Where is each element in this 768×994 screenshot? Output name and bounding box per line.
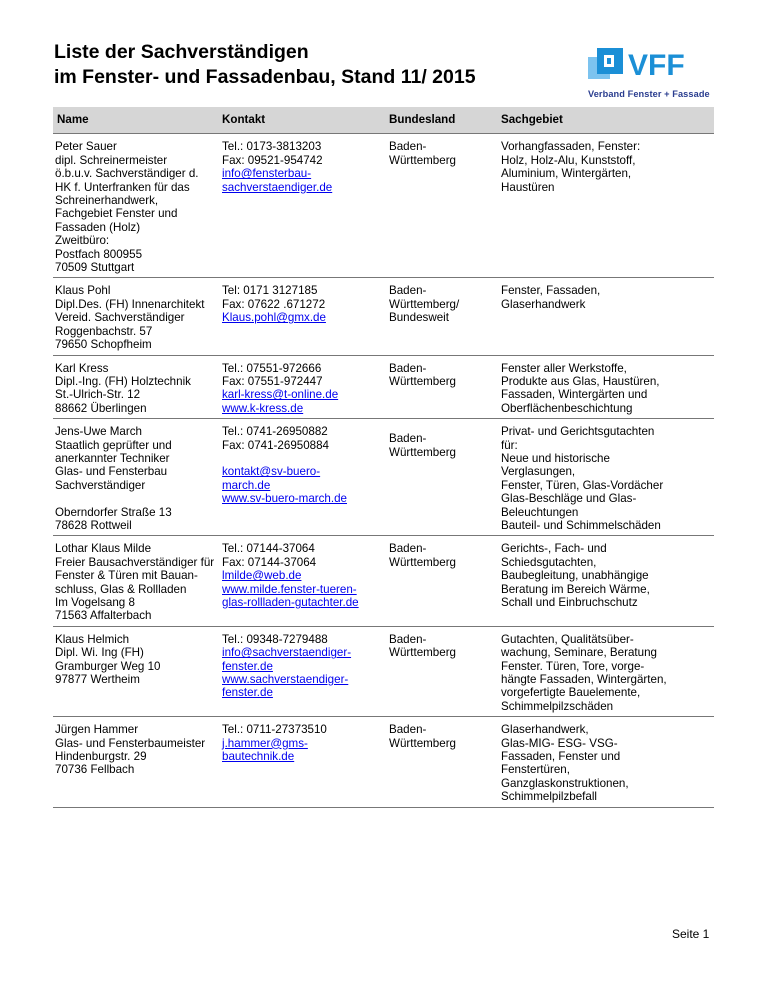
header-contact: Kontakt: [220, 107, 387, 134]
state-line: Württemberg: [389, 555, 457, 569]
cell-name: [53, 626, 220, 716]
cell-field: [499, 536, 714, 626]
field-line: Haustüren: [501, 180, 555, 194]
cell-name: [53, 355, 220, 419]
cell-contact: [220, 717, 387, 807]
field-line: Schiedsgutachten,: [501, 555, 597, 569]
title-line-1: Liste der Sachverständigen: [54, 41, 309, 63]
state-line: Württemberg: [389, 374, 457, 388]
field-line: Glaserhandwerk: [501, 297, 586, 311]
name-line: Freier Bausachverständiger für: [55, 555, 215, 569]
state-line: Baden-: [389, 432, 427, 446]
contact-line: Tel.: 09348-7279488: [222, 632, 328, 646]
contact-line: Tel.: 0711-27373510: [222, 723, 327, 737]
contact-line: Tel.: 0173-3813203: [222, 140, 322, 154]
field-line: Beratung im Bereich Wärme,: [501, 582, 650, 596]
table-row: [53, 278, 714, 355]
table-row: [53, 134, 714, 278]
field-line: vorgefertigte Bauelemente,: [501, 686, 641, 700]
field-line: Produkte aus Glas, Haustüren,: [501, 374, 660, 388]
name-line: Fassaden (Holz): [55, 220, 141, 234]
cell-field: [499, 134, 714, 278]
name-line: St.-Ulrich-Str. 12: [55, 388, 141, 402]
name-line: Gramburger Weg 10: [55, 659, 161, 673]
name-line: Klaus Pohl: [55, 284, 111, 298]
field-line: Fassaden, Wintergärten und: [501, 388, 648, 402]
contact-line: Tel.: 07551-972666: [222, 361, 322, 375]
name-line: Fachgebiet Fenster und: [55, 207, 178, 221]
contact-link[interactable]: www.sachverstaendiger-: [222, 673, 349, 687]
contact-link[interactable]: www.sv-buero-march.de: [222, 492, 347, 506]
field-line: Schimmelpilzschäden: [501, 699, 614, 713]
field-line: Schall und Einbruchschutz: [501, 596, 638, 609]
contact-link[interactable]: glas-rollladen-gutachter.de: [222, 596, 359, 609]
field-line: Privat- und Gerichtsgutachten: [501, 425, 655, 439]
contact-line: Tel: 0171 3127185: [222, 284, 318, 298]
name-line: 88662 Überlingen: [55, 401, 147, 415]
field-line: Glas-Beschläge und Glas-: [501, 492, 637, 506]
name-line: Roggenbachstr. 57: [55, 324, 153, 338]
field-line: hängte Fassaden, Wintergärten,: [501, 673, 667, 687]
name-line: Im Vogelsang 8: [55, 596, 135, 609]
state-line: Baden-: [389, 361, 427, 375]
field-line: Fenster. Türen, Tore, vorge-: [501, 659, 645, 673]
contact-link[interactable]: bautechnik.de: [222, 750, 295, 764]
spacer: [55, 492, 218, 505]
name-line: Dipl.Des. (FH) Innenarchitekt: [55, 297, 205, 311]
state-line: Baden-: [389, 542, 427, 556]
name-line: Glas- und Fensterbaumeister: [55, 736, 206, 750]
cell-field: [499, 355, 714, 419]
contact-line: Fax: 07622 .671272: [222, 297, 326, 311]
cell-state: [387, 626, 499, 716]
field-line: Glas-MIG- ESG- VSG-: [501, 736, 618, 750]
contact-link[interactable]: sachverstaendiger.de: [222, 180, 333, 194]
field-line: Glaserhandwerk,: [501, 723, 589, 737]
header-name: Name: [53, 107, 220, 134]
name-line: HK f. Unterfranken für das: [55, 180, 190, 194]
name-line: Jürgen Hammer: [55, 723, 139, 737]
state-line: Württemberg: [389, 646, 457, 660]
name-line: Glas- und Fensterbau: [55, 465, 168, 479]
cell-field: [499, 717, 714, 807]
name-line: Zweitbüro:: [55, 234, 110, 248]
state-line: Baden-: [389, 284, 427, 298]
cell-name: [53, 536, 220, 626]
title-line-2: im Fenster- und Fassadenbau, Stand 11/ 2015: [54, 66, 476, 88]
name-line: dipl. Schreinermeister: [55, 153, 168, 167]
contact-link[interactable]: march.de: [222, 478, 271, 492]
field-line: Gutachten, Qualitätsüber-: [501, 632, 634, 646]
table-row: [53, 626, 714, 716]
table-row: [53, 717, 714, 807]
name-line: Karl Kress: [55, 361, 109, 375]
contact-link[interactable]: fenster.de: [222, 686, 273, 700]
cell-name: [53, 717, 220, 807]
header-field: Sachgebiet: [499, 107, 714, 134]
name-line: Dipl. Wi. Ing (FH): [55, 646, 144, 660]
state-line: Württemberg: [389, 153, 457, 167]
name-line: Peter Sauer: [55, 140, 117, 154]
name-line: anerkannter Techniker: [55, 451, 170, 465]
contact-link[interactable]: fenster.de: [222, 659, 273, 673]
contact-link[interactable]: kontakt@sv-buero-: [222, 465, 321, 479]
state-line: Baden-: [389, 632, 427, 646]
contact-line: Tel.: 07144-37064: [222, 542, 315, 556]
contact-link[interactable]: www.k-kress.de: [222, 401, 304, 415]
name-line: 79650 Schopfheim: [55, 338, 152, 352]
table-body: [53, 134, 714, 807]
field-line: Bauteil- und Schimmelschäden: [501, 518, 661, 532]
name-line: Hindenburgstr. 29: [55, 750, 147, 764]
contact-link[interactable]: karl-kress@t-online.de: [222, 388, 339, 402]
contact-link[interactable]: lmilde@web.de: [222, 569, 302, 583]
vff-logo-mark-icon: [588, 45, 712, 89]
table-row: [53, 536, 714, 626]
state-line: Bundesweit: [389, 311, 449, 325]
name-line: 97877 Wertheim: [55, 673, 140, 687]
contact-link[interactable]: info@fensterbau-: [222, 167, 312, 181]
cell-name: [53, 278, 220, 355]
address-line: 78628 Rottweil: [55, 518, 132, 532]
contact-line: Tel.: 0741-26950882: [222, 425, 328, 439]
spacer: [222, 452, 385, 465]
field-line: Fenstertüren,: [501, 763, 570, 777]
address-line: Oberndorfer Straße 13: [55, 505, 172, 519]
contact-line: Fax: 0741-26950884: [222, 438, 330, 452]
contact-link[interactable]: www.milde.fenster-tueren-: [222, 582, 357, 596]
cell-field: [499, 419, 714, 536]
document-title: [54, 40, 574, 90]
field-line: Aluminium, Wintergärten,: [501, 167, 632, 181]
name-line: Klaus Helmich: [55, 632, 130, 646]
name-line: Lothar Klaus Milde: [55, 542, 152, 556]
name-line: 70736 Fellbach: [55, 763, 135, 777]
cell-contact: [220, 134, 387, 278]
table-row: [53, 355, 714, 419]
field-line: Fenster aller Werkstoffe,: [501, 361, 627, 375]
state-line: Württemberg/: [389, 297, 460, 311]
field-line: Vorhangfassaden, Fenster:: [501, 140, 641, 154]
name-line: Vereid. Sachverständiger: [55, 311, 185, 325]
vff-logo: [588, 45, 712, 101]
state-line: Württemberg: [389, 736, 457, 750]
vff-logo-subtitle: Verband Fenster + Fassade: [588, 89, 710, 99]
field-line: Beleuchtungen: [501, 505, 579, 519]
contact-line: Fax: 07551-972447: [222, 374, 323, 388]
cell-contact: [220, 536, 387, 626]
field-line: Fenster, Fassaden,: [501, 284, 601, 298]
name-line: 71563 Affalterbach: [55, 609, 152, 623]
header-state: Bundesland: [387, 107, 499, 134]
field-line: Neue und historische: [501, 451, 610, 465]
experts-table: [53, 107, 714, 808]
name-line: Sachverständiger: [55, 478, 146, 492]
name-line: Schreinerhandwerk,: [55, 194, 159, 208]
cell-state: [387, 134, 499, 278]
cell-contact: [220, 419, 387, 536]
cell-state: [387, 419, 499, 536]
name-line: 70509 Stuttgart: [55, 261, 135, 275]
contact-link[interactable]: Klaus.pohl@gmx.de: [222, 311, 326, 325]
cell-field: [499, 278, 714, 355]
cell-state: [387, 278, 499, 355]
contact-line: Fax: 09521-954742: [222, 153, 323, 167]
table-header-row: [53, 107, 714, 134]
name-line: Postfach 800955: [55, 247, 143, 261]
cell-field: [499, 626, 714, 716]
state-line: Baden-: [389, 723, 427, 737]
state-line: Baden-: [389, 140, 427, 154]
field-line: wachung, Seminare, Beratung: [501, 646, 657, 660]
name-line: Dipl.-Ing. (FH) Holztechnik: [55, 374, 191, 388]
field-line: Baubegleitung, unabhängige: [501, 569, 649, 583]
table-row: [53, 419, 714, 536]
name-line: schluss, Glas & Rollladen: [55, 582, 187, 596]
contact-link[interactable]: j.hammer@gms-: [222, 736, 308, 750]
cell-contact: [220, 278, 387, 355]
name-line: ö.b.u.v. Sachverständiger d.: [55, 167, 199, 181]
field-line: Holz, Holz-Alu, Kunststoff,: [501, 153, 636, 167]
field-line: Gerichts-, Fach- und: [501, 542, 607, 556]
contact-line: Fax: 07144-37064: [222, 555, 317, 569]
field-line: Ganzglaskonstruktionen,: [501, 776, 629, 790]
cell-state: [387, 536, 499, 626]
field-line: Fassaden, Fenster und: [501, 750, 621, 764]
contact-link[interactable]: info@sachverstaendiger-: [222, 646, 352, 660]
name-line: Staatlich geprüfter und: [55, 438, 172, 452]
field-line: für:: [501, 438, 518, 452]
state-line: Württemberg: [389, 445, 457, 459]
name-line: Jens-Uwe March: [55, 425, 142, 439]
cell-contact: [220, 355, 387, 419]
cell-state: [387, 717, 499, 807]
field-line: Verglasungen,: [501, 465, 576, 479]
cell-name: [53, 419, 220, 536]
vff-logo-wordmark: VFF: [628, 49, 685, 82]
cell-name: [53, 134, 220, 278]
field-line: Oberflächenbeschichtung: [501, 401, 633, 415]
page-number: Seite 1: [672, 927, 710, 941]
cell-contact: [220, 626, 387, 716]
name-line: Fenster & Türen mit Bauan-: [55, 569, 198, 583]
field-line: Schimmelpilzbefall: [501, 790, 598, 804]
field-line: Fenster, Türen, Glas-Vordächer: [501, 478, 664, 492]
cell-state: [387, 355, 499, 419]
